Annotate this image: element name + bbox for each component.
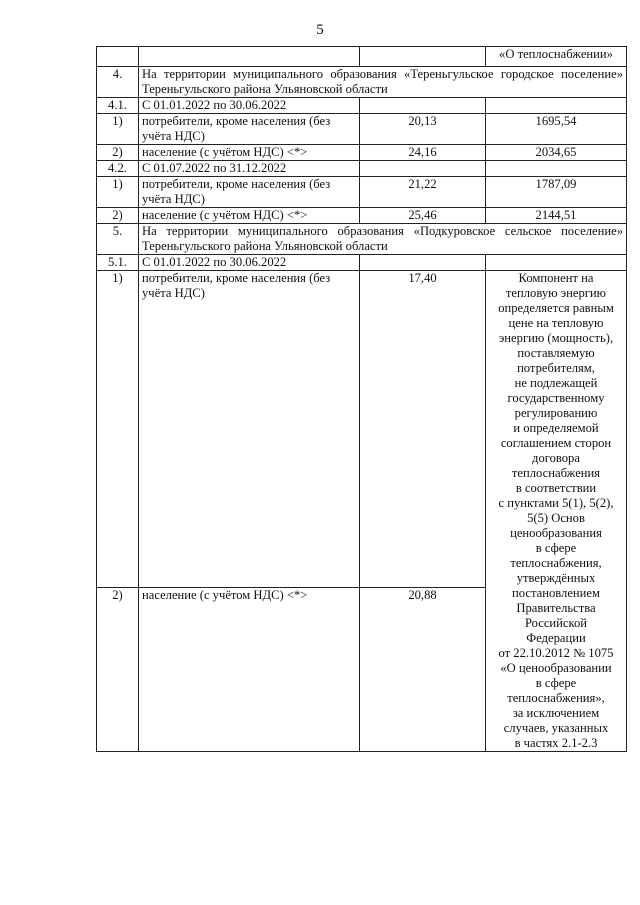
empty-cell	[486, 161, 627, 177]
empty-cell	[360, 98, 486, 114]
tariff-value-1: 21,22	[360, 177, 486, 208]
header-cell-num	[97, 47, 139, 67]
tariff-value-1: 17,40	[360, 271, 486, 588]
empty-cell	[486, 255, 627, 271]
header-cell-value2: «О теплоснабжении»	[486, 47, 627, 67]
consumer-name: потребители, кроме населения (без учёта НДС)	[139, 177, 360, 208]
empty-cell	[360, 161, 486, 177]
note-line: поставляемую	[517, 346, 595, 360]
note-line: теплоснабжения»,	[507, 691, 605, 705]
header-cell-name	[139, 47, 360, 67]
row-number: 4.2.	[97, 161, 139, 177]
note-line: Компонент на	[518, 271, 594, 285]
note-line: в сфере	[535, 676, 577, 690]
note-line: Федерации	[526, 631, 586, 645]
row-number: 2)	[97, 208, 139, 224]
note-line: теплоснабжения,	[510, 556, 602, 570]
row-number: 1)	[97, 177, 139, 208]
period-label: С 01.01.2022 по 30.06.2022	[139, 255, 360, 271]
note-line: регулированию	[514, 406, 598, 420]
table-row	[97, 208, 627, 224]
period-label: С 01.07.2022 по 31.12.2022	[139, 161, 360, 177]
row-number: 4.	[97, 67, 139, 98]
header-cell-value1	[360, 47, 486, 67]
empty-cell	[360, 255, 486, 271]
tariff-value-2: 1787,09	[486, 177, 627, 208]
section-title: На территории муниципального образования «Тереньгульское городское поселение» Тереньгульского района Ульяновской области	[139, 67, 627, 98]
note-line: тепловую энергию	[505, 286, 607, 300]
period-row	[97, 98, 627, 114]
note-line: Российской	[524, 616, 588, 630]
table-row	[97, 177, 627, 208]
tariff-table	[96, 46, 627, 752]
period-row	[97, 255, 627, 271]
tariff-value-1: 20,13	[360, 114, 486, 145]
tariff-value-1: 24,16	[360, 145, 486, 161]
tariff-value-2: 2144,51	[486, 208, 627, 224]
note-line: «О ценообразовании	[500, 661, 612, 675]
table-row	[97, 114, 627, 145]
note-line: 5(5) Основ	[527, 511, 585, 525]
section-title: На территории муниципального образования «Подкуровское сельское поселение» Тереньгульского района Ульяновской области	[139, 224, 627, 255]
consumer-name: потребители, кроме населения (без учёта НДС)	[139, 271, 360, 588]
empty-cell	[486, 98, 627, 114]
note-line: цене на тепловую	[508, 316, 604, 330]
tariff-value-2: 1695,54	[486, 114, 627, 145]
note-line: постановлением	[512, 586, 600, 600]
consumer-name: потребители, кроме населения (без учёта НДС)	[139, 114, 360, 145]
table-header-row	[97, 47, 627, 67]
table-row	[97, 271, 627, 588]
note-line: в частях 2.1-2.3	[514, 736, 598, 750]
tariff-value-2: 2034,65	[486, 145, 627, 161]
note-line: договора	[532, 451, 580, 465]
tariff-value-1: 25,46	[360, 208, 486, 224]
merged-note-cell	[486, 271, 627, 752]
row-number: 5.1.	[97, 255, 139, 271]
note-line: от 22.10.2012 № 1075	[498, 646, 614, 660]
consumer-name: население (с учётом НДС) <*>	[139, 208, 360, 224]
note-line: энергию (мощность),	[498, 331, 614, 345]
note-line: определяется равным	[498, 301, 614, 315]
row-number: 4.1.	[97, 98, 139, 114]
note-line: теплоснабжения	[511, 466, 601, 480]
note-line: ценообразования	[510, 526, 602, 540]
section-row	[97, 67, 627, 98]
note-line: в соответствии	[515, 481, 597, 495]
note-line: Правительства	[516, 601, 596, 615]
note-line: и определяемой	[513, 421, 599, 435]
note-line: утверждённых	[516, 571, 596, 585]
note-line: за исключением	[512, 706, 600, 720]
row-number: 1)	[97, 114, 139, 145]
note-line: государственному	[507, 391, 605, 405]
period-label: С 01.01.2022 по 30.06.2022	[139, 98, 360, 114]
note-line: случаев, указанных	[503, 721, 609, 735]
period-row	[97, 161, 627, 177]
note-line: потребителям,	[517, 361, 595, 375]
page-number: 5	[316, 22, 324, 38]
table-row	[97, 145, 627, 161]
row-number: 2)	[97, 588, 139, 752]
section-row	[97, 224, 627, 255]
consumer-name: население (с учётом НДС) <*>	[139, 145, 360, 161]
note-line: соглашением сторон	[500, 436, 612, 450]
row-number: 2)	[97, 145, 139, 161]
row-number: 5.	[97, 224, 139, 255]
note-line: с пунктами 5(1), 5(2),	[498, 496, 614, 510]
note-line: не подлежащей	[514, 376, 598, 390]
note-line: в сфере	[535, 541, 577, 555]
row-number: 1)	[97, 271, 139, 588]
tariff-value-1: 20,88	[360, 588, 486, 752]
consumer-name: население (с учётом НДС) <*>	[139, 588, 360, 752]
